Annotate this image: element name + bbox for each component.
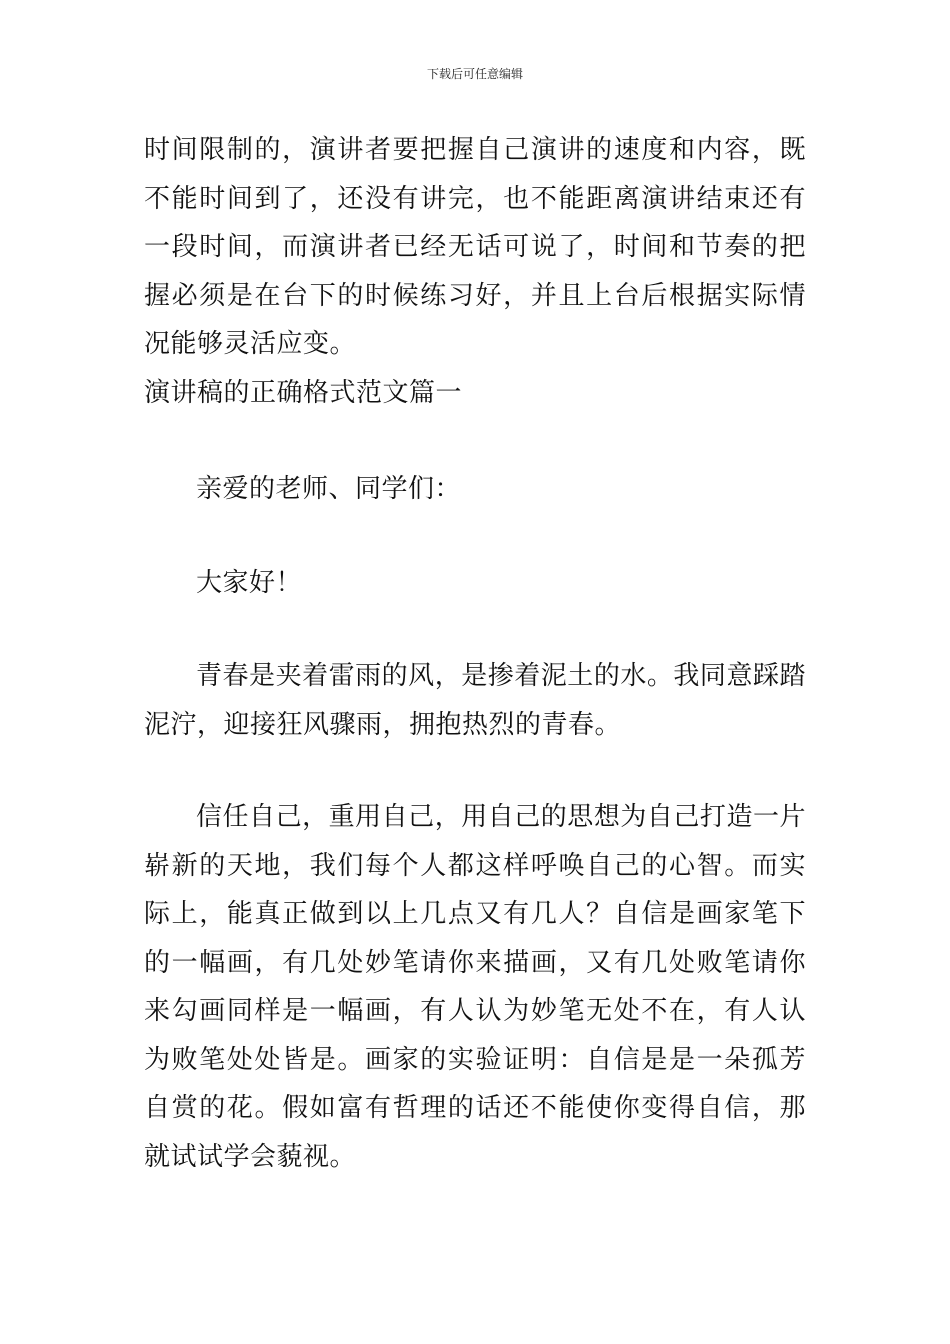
section-title: 演讲稿的正确格式范文篇一: [144, 377, 463, 408]
body-paragraph-1: 青春是夹着雷雨的风，是掺着泥土的水。我同意踩踏泥泞，迎接狂风骤雨，拥抱热烈的青春。: [144, 661, 806, 740]
page-header: 下载后可任意编辑: [426, 67, 523, 81]
body-paragraph-2: 信任自己，重用自己，用自己的思想为自己打造一片崭新的天地，我们每个人都这样呼唤自己的心智。而实际上，能真正做到以上几点又有几人？自信是画家笔下的一幅画，有几处妙笔请你来描画，又有几处败笔请你来勾画同样是一幅画，有人认为妙笔无处不在，有人认为败笔处处皆是。画家的实验证明：自信是是一朵孤芳自赏的花。假如富有哲理的话还不能使你变得自信，那就试试学会藐视。: [144, 802, 806, 1172]
intro-paragraph: 时间限制的，演讲者要把握自己演讲的速度和内容，既不能时间到了，还没有讲完，也不能距离演讲结束还有一段时间，而演讲者已经无话可说了，时间和节奏的把握必须是在台下的时候练习好，并且上台后根据实际情况能够灵活应变。: [144, 135, 806, 359]
greeting: 大家好！: [196, 567, 303, 598]
salutation: 亲爱的老师、同学们：: [196, 474, 462, 504]
document-body: [144, 126, 806, 1181]
